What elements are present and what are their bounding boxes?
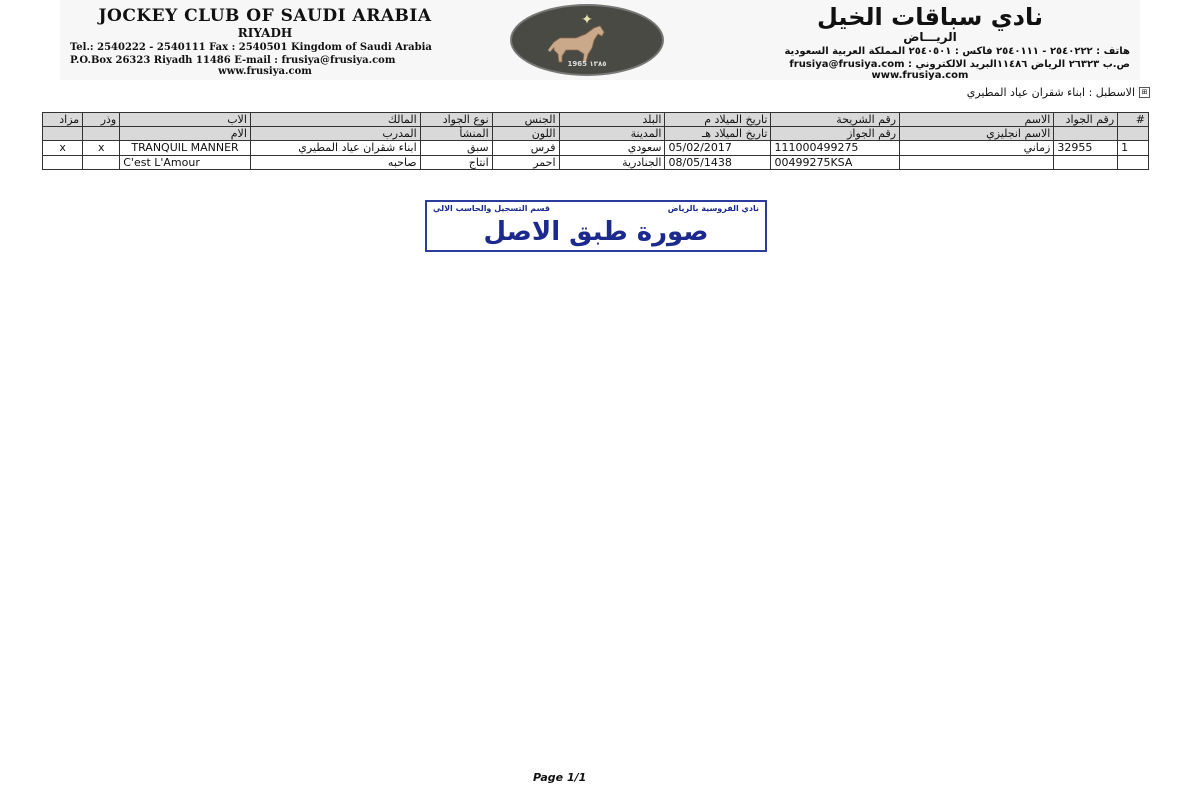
trainer: صاحبه bbox=[250, 156, 420, 170]
col-header: # bbox=[1118, 113, 1149, 127]
english-contact-line: Tel.: 2540222 - 2540111 Fax : 2540501 Kingdom of Saudi Arabia bbox=[70, 42, 432, 53]
page-number: Page 1/1 bbox=[533, 771, 587, 784]
col-header: الاسم bbox=[900, 113, 1054, 127]
arabic-club-name: نادي سباقات الخيل bbox=[816, 3, 1044, 31]
col-header bbox=[83, 127, 120, 141]
english-website: www.frusiya.com bbox=[218, 66, 312, 77]
birth-date-gregorian: 05/02/2017 bbox=[665, 141, 771, 156]
passport-number: 00499275KSA bbox=[771, 156, 900, 170]
palm-swords-emblem-icon: ✦ bbox=[581, 12, 593, 28]
stable-label: الاسطبل : ابناء شقران عياد المطيري bbox=[966, 86, 1135, 99]
arabic-website: www.frusiya.com bbox=[871, 70, 969, 81]
col-header: الاب bbox=[120, 113, 251, 127]
horse-type: سبق bbox=[420, 141, 492, 156]
col-header: رقم الجواد bbox=[1054, 113, 1118, 127]
horse-number: 32955 bbox=[1054, 141, 1118, 156]
birth-date-hijri: 08/05/1438 bbox=[665, 156, 771, 170]
col-header: رقم الجواز bbox=[771, 127, 900, 141]
arabic-contact-line: هاتف : ٢٥٤٠٢٢٢ - ٢٥٤٠١١١ فاكس : ٢٥٤٠٥٠١ المملكة العربية السعودية bbox=[784, 46, 1130, 57]
english-city: RIYADH bbox=[237, 26, 293, 40]
stamp-header bbox=[433, 204, 759, 213]
col-header: نوع الجواد bbox=[420, 113, 492, 127]
col-header: وذر bbox=[83, 113, 120, 127]
english-letterhead bbox=[70, 6, 470, 77]
sex: فرس bbox=[492, 141, 559, 156]
expand-toggle-icon[interactable]: ⊞ bbox=[1139, 87, 1150, 98]
col-header: المنشأ bbox=[420, 127, 492, 141]
table-row bbox=[43, 156, 1149, 170]
col-header bbox=[1118, 127, 1149, 141]
col-header: اللون bbox=[492, 127, 559, 141]
country: سعودي bbox=[559, 141, 665, 156]
color: احمر bbox=[492, 156, 559, 170]
table-header-row bbox=[43, 113, 1149, 127]
col-header bbox=[43, 127, 83, 141]
horse-icon bbox=[542, 24, 612, 64]
row-number: 1 bbox=[1118, 141, 1149, 156]
stamp-department: قسم التسجيل والحاسب الالي bbox=[433, 204, 550, 213]
arabic-postal-line: ص.ب ٢٦٣٢٣ الرياض ١١٤٨٦البريد الالكتروني : frusiya@frusiya.com bbox=[789, 59, 1130, 70]
col-header: الام bbox=[120, 127, 251, 141]
arabic-city: الريـــاض bbox=[903, 30, 957, 44]
col-header: المالك bbox=[250, 113, 420, 127]
sire: TRANQUIL MANNER bbox=[120, 141, 251, 156]
chip-number: 111000499275 bbox=[771, 141, 900, 156]
col-header: رقم الشريحة bbox=[771, 113, 900, 127]
stamp-text: صورة طبق الاصل bbox=[483, 217, 709, 247]
club-logo bbox=[510, 4, 664, 76]
col-header: الجنس bbox=[492, 113, 559, 127]
col-header bbox=[1054, 127, 1118, 141]
table-header-row bbox=[43, 127, 1149, 141]
auction-mark: x bbox=[43, 141, 83, 156]
certified-copy-stamp bbox=[425, 200, 767, 252]
table-row bbox=[43, 141, 1149, 156]
horse-table bbox=[42, 112, 1149, 170]
col-header: المدرب bbox=[250, 127, 420, 141]
col-header: تاريخ الميلاد هـ bbox=[665, 127, 771, 141]
english-club-name: JOCKEY CLUB OF SAUDI ARABIA bbox=[98, 6, 432, 26]
stable-line bbox=[967, 86, 1150, 99]
col-header: مزاد bbox=[43, 113, 83, 127]
english-name bbox=[900, 156, 1054, 170]
col-header: الاسم انجليزي bbox=[900, 127, 1054, 141]
origin: انتاج bbox=[420, 156, 492, 170]
wathr-mark: x bbox=[83, 141, 120, 156]
english-postal-line: P.O.Box 26323 Riyadh 11486 E-mail : frusiya@frusiya.com bbox=[70, 55, 396, 66]
city: الجنادرية bbox=[559, 156, 665, 170]
col-header: المدينة bbox=[559, 127, 665, 141]
letterhead bbox=[60, 0, 1140, 80]
dam: C'est L'Amour bbox=[120, 156, 251, 170]
logo-years: 1965 ١٣٨٥ bbox=[567, 60, 607, 68]
owner: ابناء شقران عياد المطيري bbox=[250, 141, 420, 156]
col-header: تاريخ الميلاد م bbox=[665, 113, 771, 127]
col-header: البلد bbox=[559, 113, 665, 127]
arabic-letterhead bbox=[710, 4, 1130, 81]
horse-name: زماني bbox=[900, 141, 1054, 156]
stamp-club-name: نادي الفروسية بالرياض bbox=[667, 204, 759, 213]
